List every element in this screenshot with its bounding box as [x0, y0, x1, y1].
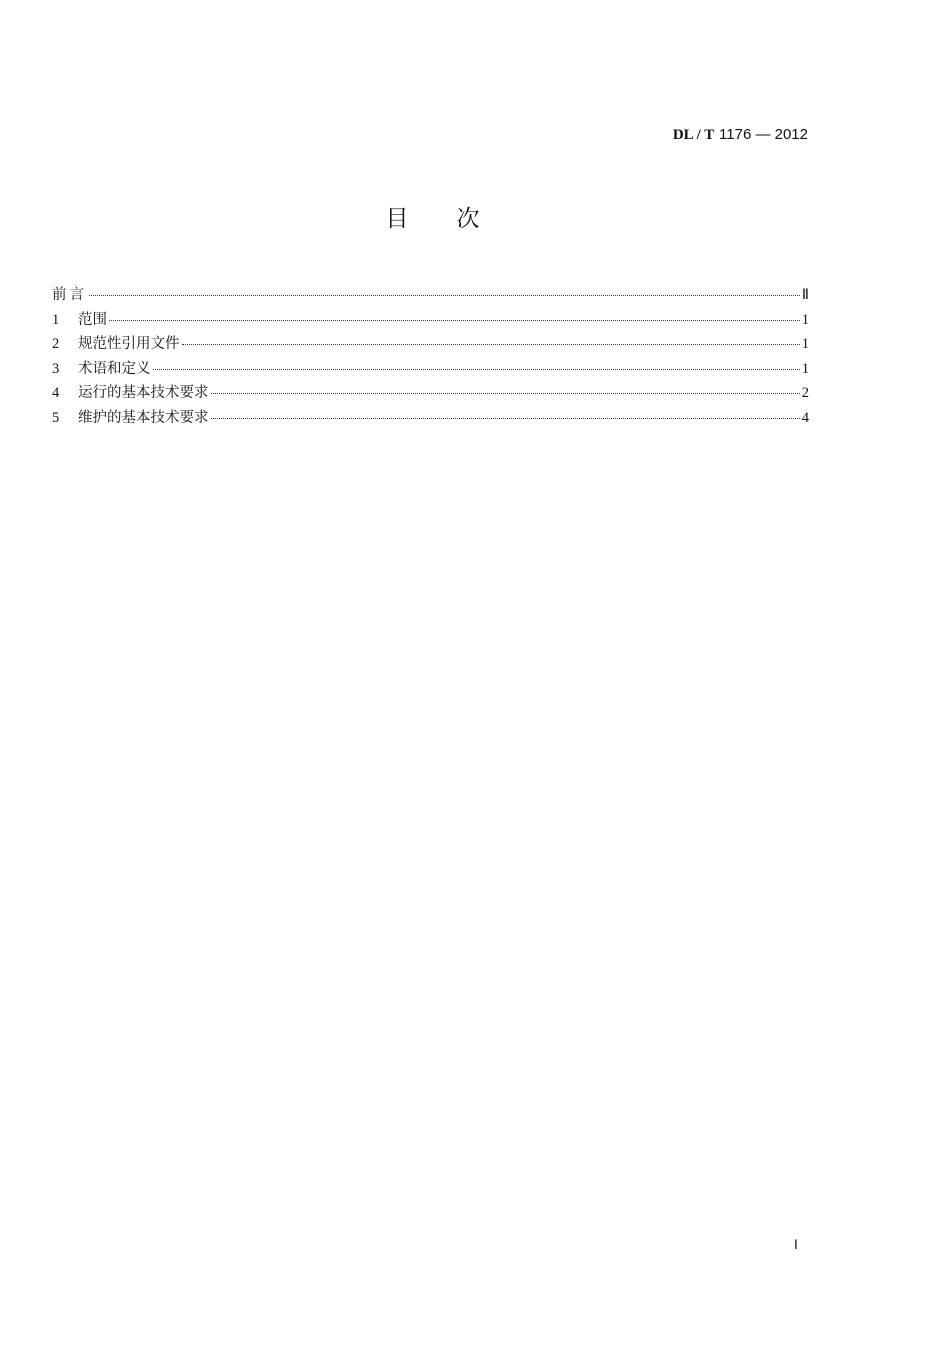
toc-entry-number: 3	[52, 360, 60, 377]
toc-entry-label: 前言	[52, 287, 87, 303]
toc-entry-page: Ⅱ	[801, 287, 809, 303]
toc-entry-number: 1	[52, 311, 60, 328]
dot-leader	[109, 319, 800, 321]
toc-entry-page: 1	[801, 311, 809, 328]
toc-entry-foreword[interactable]	[52, 283, 809, 308]
toc-entry-terms-definitions[interactable]	[52, 357, 809, 382]
toc-entry-page: 4	[801, 409, 809, 426]
page-title: 目次	[385, 206, 528, 232]
dot-leader	[89, 294, 800, 296]
dot-leader	[211, 392, 800, 394]
toc-entry-label: 术语和定义	[78, 360, 151, 377]
dot-leader	[153, 368, 800, 370]
toc-entry-page: 1	[801, 336, 809, 353]
toc-entry-label: 规范性引用文件	[78, 336, 180, 353]
toc-entry-label: 运行的基本技术要求	[78, 385, 209, 402]
toc-entry-page: 1	[801, 360, 809, 377]
standard-code	[673, 124, 808, 145]
standard-org: DL / T	[672, 127, 715, 143]
toc-entry-normative-references[interactable]	[52, 332, 809, 357]
toc-entry-page: 2	[801, 385, 809, 402]
toc-entry-number: 4	[52, 385, 60, 402]
dot-leader	[211, 417, 800, 419]
dot-leader	[182, 343, 800, 345]
toc-entry-label: 维护的基本技术要求	[78, 409, 209, 426]
toc-entry-number: 2	[52, 336, 60, 353]
toc-entry-maintenance-requirements[interactable]	[52, 406, 809, 431]
table-of-contents	[52, 283, 809, 431]
toc-entry-number: 5	[52, 409, 60, 426]
page-number: Ⅰ	[794, 1237, 798, 1252]
standard-number: 1176 — 2012	[719, 126, 808, 143]
toc-entry-label: 范围	[78, 311, 107, 328]
toc-entry-operation-requirements[interactable]	[52, 381, 809, 406]
toc-entry-scope[interactable]	[52, 308, 809, 333]
